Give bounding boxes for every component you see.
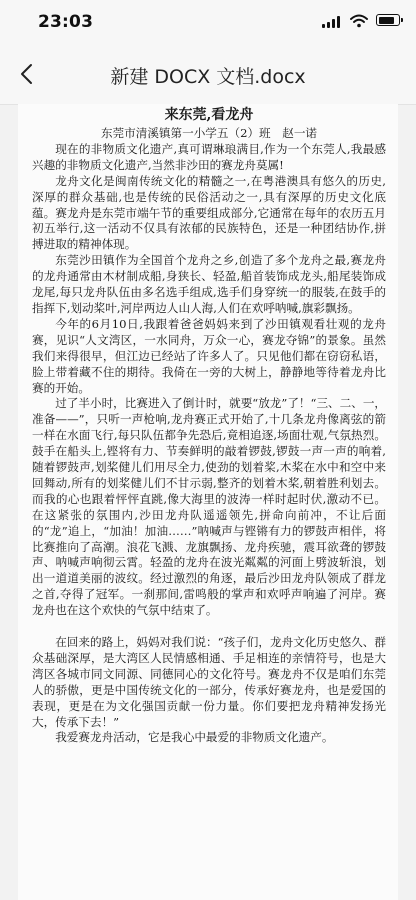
battery-fill bbox=[379, 17, 394, 24]
nav-bar bbox=[0, 44, 416, 105]
document-content bbox=[32, 104, 386, 746]
paragraph: 东莞沙田镇作为全国首个龙舟之乡,创造了多个龙舟之最,赛龙舟的龙舟通常由木材制成船,身狭长、轻盈,船首装饰成龙头,船尾装饰成龙尾,每只龙舟队伍由多名选手组成,选手们身穿统一的服装,在鼓手的指挥下,划动桨叶,河岸两边人山人海,人们在欢呼呐喊,旗彩飘扬。 bbox=[32, 253, 386, 315]
signal-bars-icon bbox=[322, 16, 342, 28]
paragraph: 在回来的路上，妈妈对我们说：“孩子们，龙舟文化历史悠久、群众基础深厚，是大湾区人民情感相通、手足相连的亲情符号，也是大湾区各城市同文同源、同德同心的文化符号。赛龙舟不仅是咱们东莞人的骄傲，更是中国传统文化的一部分，传承好赛龙舟，也是爱国的表现，更是在为文化强国贡献一份力量。你们要把龙舟精神发扬光大，传承下去！” bbox=[32, 634, 386, 729]
paragraph: 我爱赛龙舟活动，它是我心中最爱的非物质文化遗产。 bbox=[55, 730, 334, 745]
wifi-icon bbox=[350, 14, 368, 28]
document-page[interactable] bbox=[18, 104, 398, 900]
status-bar bbox=[0, 0, 416, 44]
paragraph: 龙舟文化是闽南传统文化的精髓之一,在粤港澳具有悠久的历史,深厚的群众基础,也是传统的民俗活动之一,具有深厚的历史文化底蕴。赛龙舟是东莞市端午节的重要组成部分,它通常在每年的农历五月初五举行,这一活动不仅具有浓郁的民族特色，还是一种团结协作,拼搏进取的精神体现。 bbox=[32, 173, 386, 252]
chevron-left-icon bbox=[19, 63, 33, 85]
status-time: 23:03 bbox=[38, 12, 94, 32]
document-file-title: 新建 DOCX 文档.docx bbox=[110, 66, 306, 88]
article-title: 来东莞,看龙舟 bbox=[164, 107, 254, 123]
back-button[interactable] bbox=[8, 56, 44, 92]
paragraph-spacer bbox=[32, 619, 386, 635]
paragraph: 现在的非物质文化遗产,真可谓琳琅满目,作为一个东莞人,我最感兴趣的非物质文化遗产,当然非沙田的赛龙舟莫属! bbox=[32, 141, 386, 172]
article-byline: 东莞市清溪镇第一小学五（2）班 赵一诺 bbox=[100, 126, 318, 140]
battery-icon bbox=[376, 14, 400, 26]
paragraph: 今年的6月10日,我跟着爸爸妈妈来到了沙田镇观看壮观的龙舟赛，见识“人文湾区，一水同舟，万众一心，赛龙夺锦”的景象。虽然我们来得很早，但江边已经站了许多人了。只见他们都在窃窃私语，脸上带着藏不住的期待。我倚在一旁的大树上，静静地等待着龙舟比赛的开始。 bbox=[32, 316, 386, 395]
paragraph: 过了半小时，比赛进入了倒计时，就要“放龙”了！“三、二、一，准备——”，只听一声枪响,龙舟赛正式开始了,十几条龙舟像离弦的箭一样在水面飞行,每只队伍都争先恐后,竟相追逐,场面壮观,气氛热烈。鼓手在船头上,铿将有力、节奏鲜明的敲着锣鼓,锣鼓一声一声的响着,随着锣鼓声,划桨健儿们用尽全力,使劲的划着桨,木桨在水中和空中来回舞动,所有的划桨健儿们不甘示弱,整齐的划着木桨,朝着胜利划去。而我的心也跟着怦怦直跳,像大海里的波涛一样时起时伏,激动不已。在这紧张的氛围内,沙田龙舟队遥遥领先,拼命向前冲，不让后面的“龙”追上，“加油！加油……”呐喊声与铿锵有力的锣鼓声相伴，将比赛推向了高潮。浪花飞溅、龙旗飘扬、龙舟疾驰，震耳欲聋的锣鼓声、呐喊声响彻云霄。轻盈的龙舟在波光粼粼的河面上劈波斩浪，划出一道道美丽的波纹。经过激烈的角逐，最后沙田龙舟队领成了群龙之首,夺得了冠军。一刹那间,雷鸣般的掌声和欢呼声响遍了河岸。赛龙舟也在这个欢快的气氛中结束了。 bbox=[32, 396, 387, 618]
